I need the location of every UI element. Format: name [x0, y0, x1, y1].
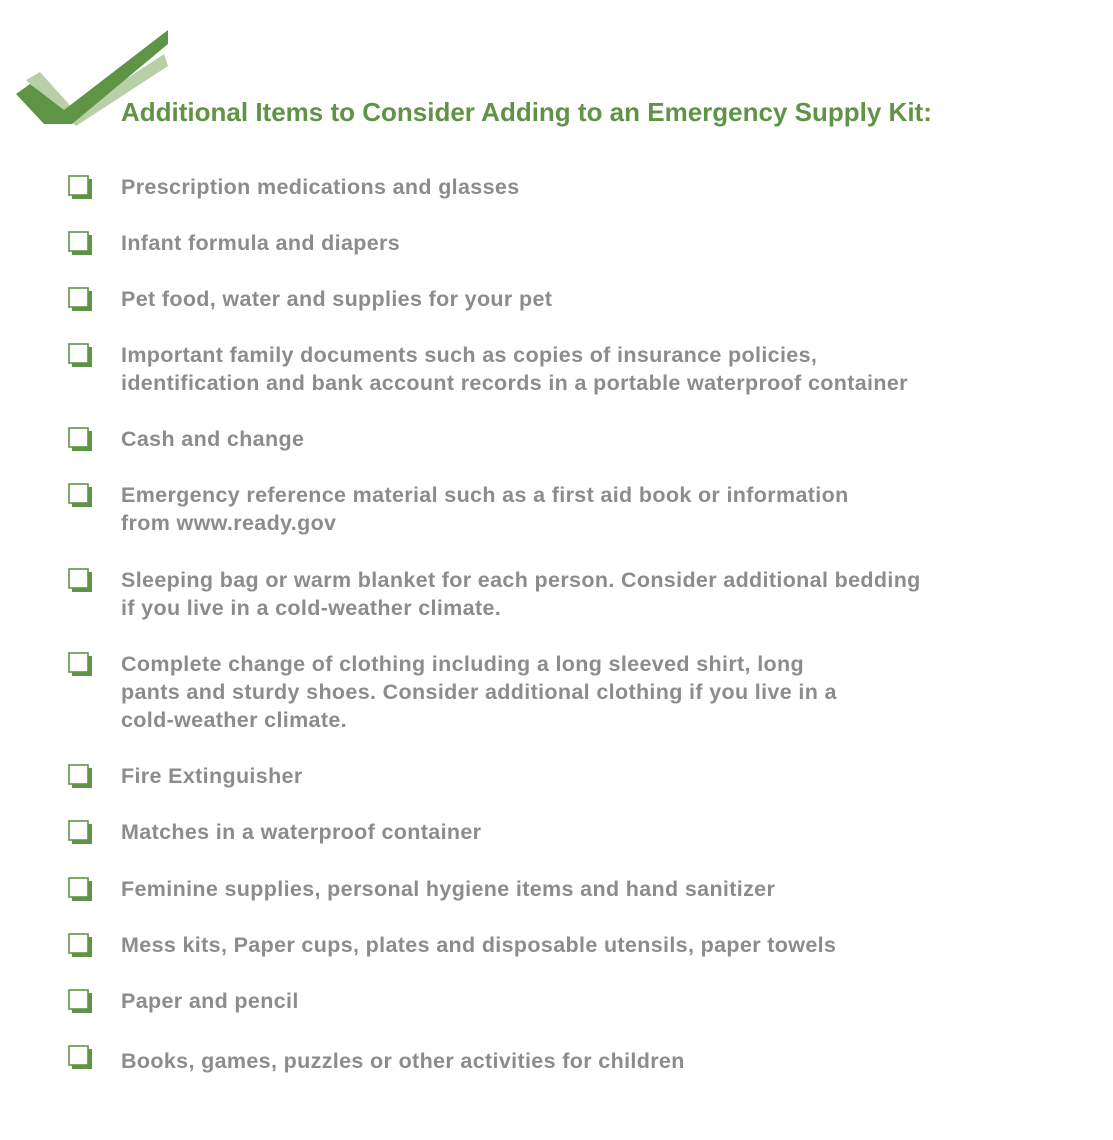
checklist-item-text: Cash and change: [121, 427, 305, 451]
checkbox-icon[interactable]: [68, 1045, 94, 1071]
checkbox-icon[interactable]: [68, 483, 94, 509]
checklist-item-text: Complete change of clothing including a long sleeved shirt, long pants and sturdy shoes. Consider additional clothing if you live in a cold-weather climate.: [121, 652, 837, 732]
checklist-item-text: Pet food, water and supplies for your pet: [121, 287, 553, 311]
checklist-item-text: Paper and pencil: [121, 989, 299, 1013]
checklist-item-text: Mess kits, Paper cups, plates and disposable utensils, paper towels: [121, 933, 837, 957]
checkbox-icon[interactable]: [68, 764, 94, 790]
checkbox-icon[interactable]: [68, 568, 94, 594]
checkbox-icon[interactable]: [68, 287, 94, 313]
checkbox-icon[interactable]: [68, 652, 94, 678]
checklist-item-text: Matches in a waterproof container: [121, 820, 482, 844]
checkbox-icon[interactable]: [68, 820, 94, 846]
checkbox-icon[interactable]: [68, 427, 94, 453]
checklist-item-text: Feminine supplies, personal hygiene items and hand sanitizer: [121, 877, 776, 901]
checklist-item-text: Emergency reference material such as a first aid book or information from www.ready.gov: [121, 483, 849, 535]
checklist-item-text: Prescription medications and glasses: [121, 175, 520, 199]
checkbox-icon[interactable]: [68, 175, 94, 201]
page-title: Additional Items to Consider Adding to an Emergency Supply Kit:: [121, 97, 932, 127]
checklist-item-text: Sleeping bag or warm blanket for each person. Consider additional bedding if you live in a cold-weather climate.: [121, 568, 921, 620]
checkbox-icon[interactable]: [68, 231, 94, 257]
checkbox-icon[interactable]: [68, 877, 94, 903]
checkbox-icon[interactable]: [68, 343, 94, 369]
checklist-item-text: Important family documents such as copies of insurance policies, identification and bank account records in a portable waterproof container: [121, 343, 908, 395]
checkbox-icon[interactable]: [68, 933, 94, 959]
checkbox-icon[interactable]: [68, 989, 94, 1015]
checklist-item-text: Infant formula and diapers: [121, 231, 401, 255]
checklist-item-text: Books, games, puzzles or other activities for children: [121, 1049, 685, 1073]
checklist-item-text: Fire Extinguisher: [121, 764, 303, 788]
